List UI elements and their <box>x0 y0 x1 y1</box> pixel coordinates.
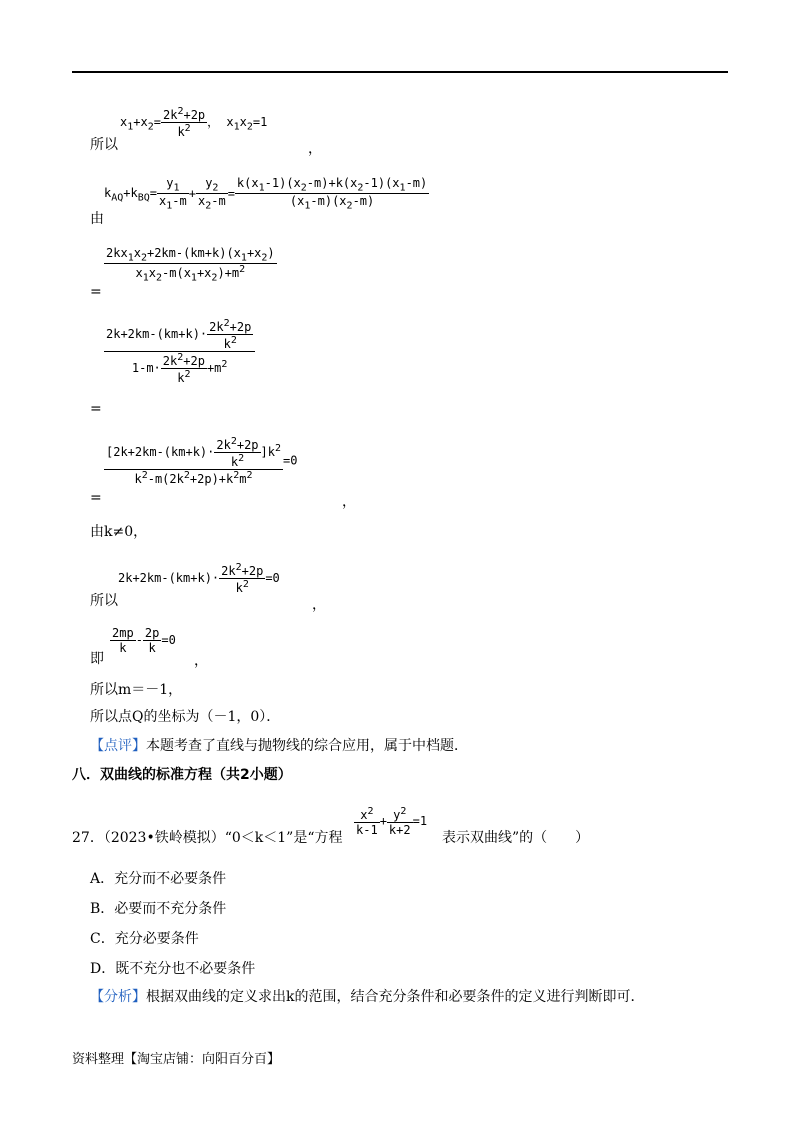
comma-4: ， <box>194 653 208 669</box>
equation-step-2: 2k+2km-(km+k)· $\frac{2k^2+2p}{k^2}$ 1-m· $\frac{2k^2+2p}{k^2}$ $+m^2$ <box>104 318 255 385</box>
text-ji: 即 <box>90 651 104 667</box>
equation-step-4: 2k+2km-(km+k)· $\frac{2k^2+2p}{k^2}$ =0 <box>118 562 280 595</box>
equation-step-3: [2k+2km-(km+k)· $\frac{2k^2+2p}{k^2}$ ]$k^2$ $k^2-m(2k^2+2p)+k^2m^2$ =0 <box>106 436 298 486</box>
question-line <box>72 829 342 847</box>
text-k-nonzero: 由k≠0， <box>90 524 148 540</box>
analysis-tag: 【分析】 <box>90 989 146 1005</box>
text-so2: 所以 <box>90 593 118 609</box>
equation-vieta: $x_1+x_2=$ $\frac{2k^2+2p}{k^2}$ ， $x_1x_2=1$ <box>120 106 268 139</box>
text-so-m: 所以m＝－1， <box>90 682 183 698</box>
question-prefix: （2023•铁岭模拟）“0＜k＜1”是“方程 <box>103 830 343 846</box>
text-by1: 由 <box>90 211 104 227</box>
section-heading: 八．双曲线的标准方程（共2小题） <box>72 767 292 783</box>
comma-1: ， <box>308 141 322 157</box>
equation-slope-sum: $k_{AQ}+k_{BQ}=$ $\frac{y_1}{x_1-m}$ + $\frac{y_2}{x_2-m}$ = $\frac{k(x_1-1)(x_2-m)+k(x_2-1)(x_1-m)}{(x_1-m)(x_2-m)}$ <box>104 176 428 212</box>
equation-step-1: $\frac{2kx_1x_2+2km-(km+k)(x_1+x_2)}{x_1x_2-m(x_1+x_2)+m^2}$ <box>106 246 275 284</box>
question-suffix: 表示双曲线”的（ ） <box>442 830 590 846</box>
footer-text: 资料整理【淘宝店铺：向阳百分百】 <box>72 1052 281 1067</box>
comma-3: ， <box>312 597 326 613</box>
text-eq-3: = <box>90 490 102 506</box>
question-number: 27． <box>72 830 104 846</box>
option-a[interactable]: A．充分而不必要条件 <box>90 871 227 887</box>
text-eq-2: = <box>90 401 102 417</box>
option-b[interactable]: B．必要而不充分条件 <box>90 901 227 917</box>
equation-step-5: $\frac{2mp}{k}$ - $\frac{2p}{k}$ =0 <box>112 626 176 655</box>
comma-2: ， <box>342 494 356 510</box>
text-eq-1: = <box>90 284 102 300</box>
analysis-text: 根据双曲线的定义求出k的范围，结合充分条件和必要条件的定义进行判断即可． <box>146 989 645 1005</box>
text-so-Q: 所以点Q的坐标为（－1，0）． <box>90 709 281 725</box>
text-so1: 所以 <box>90 137 118 153</box>
analysis-line <box>90 988 644 1006</box>
comment-text: 本题考查了直线与抛物线的综合应用，属于中档题． <box>146 738 468 754</box>
comment-tag: 【点评】 <box>90 738 146 754</box>
option-c[interactable]: C．充分必要条件 <box>90 931 199 947</box>
header-rule <box>72 71 728 73</box>
option-d[interactable]: D．既不充分也不必要条件 <box>90 961 256 977</box>
comment-line <box>90 737 468 755</box>
equation-hyperbola: $\frac{x^2}{k-1}$ + $\frac{y^2}{k+2}$ =1 <box>356 806 428 837</box>
